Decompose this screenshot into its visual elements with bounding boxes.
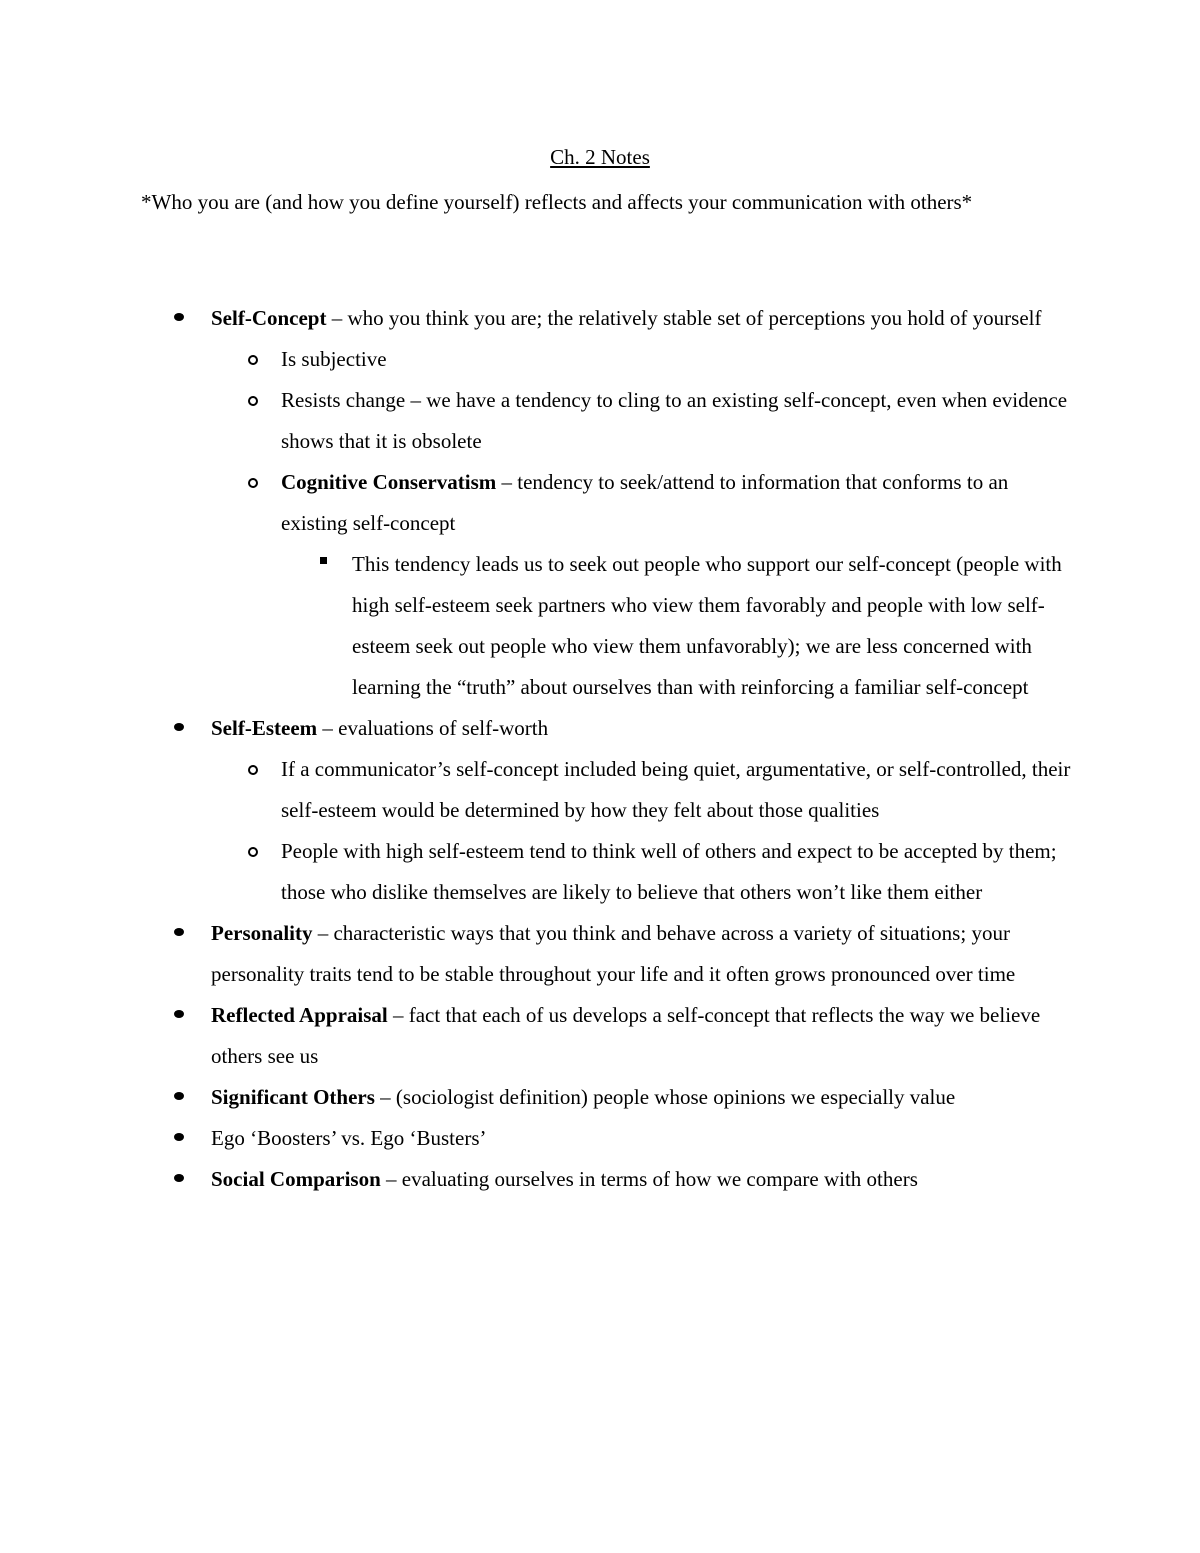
filled-bullet-icon (174, 1133, 184, 1141)
hollow-bullet-icon (248, 396, 258, 406)
item-text: People with high self-esteem tend to think well of others and expect to be accepted by them; those who dislike themselves are likely to believe that others won’t like them either (281, 839, 1057, 904)
filled-bullet-icon (174, 1010, 184, 1018)
filled-bullet-icon (174, 723, 184, 731)
item-term: Personality (211, 921, 313, 945)
list-item (0, 995, 1071, 1077)
item-text: – fact that each of us develops a self-concept that reflects the way we believe others see us (211, 1003, 1041, 1068)
item-term: Reflected Appraisal (211, 1003, 388, 1027)
item-text: – tendency to seek/attend to information that conforms to an existing self-concept (281, 470, 1009, 535)
item-text: – characteristic ways that you think and behave across a variety of situations; your personality traits tend to be stable throughout your life and it often grows pronounced over time (211, 921, 1016, 986)
list-item (0, 749, 1071, 831)
item-text: – evaluating ourselves in terms of how we compare with others (380, 1167, 918, 1191)
list-item (0, 462, 1071, 544)
list-item (0, 380, 1071, 462)
page-title: Ch. 2 Notes (550, 145, 650, 169)
item-term: Cognitive Conservatism (281, 470, 497, 494)
item-text: This tendency leads us to seek out people who support our self-concept (people with high self-esteem seek partners who view them favorably and people with low self-esteem seek out people who view them unfavorably); we are less concerned with learning the “truth” about ourselves than with reinforcing a familiar self-concept (352, 552, 1062, 699)
item-text: – who you think you are; the relatively stable set of perceptions you hold of yourself (326, 306, 1042, 330)
item-text: Ego ‘Boosters’ vs. Ego ‘Busters’ (211, 1126, 487, 1150)
item-text: If a communicator’s self-concept included being quiet, argumentative, or self-controlled, their self-esteem would be determined by how they felt about those qualities (281, 757, 1071, 822)
notes-list (0, 298, 1200, 1200)
hollow-bullet-icon (248, 478, 258, 488)
filled-bullet-icon (174, 1092, 184, 1100)
item-term: Significant Others (211, 1085, 375, 1109)
list-item (0, 1159, 1071, 1200)
hollow-bullet-icon (248, 847, 258, 857)
list-item (0, 913, 1071, 995)
item-text: – evaluations of self-worth (317, 716, 549, 740)
square-bullet-icon (320, 557, 327, 564)
filled-bullet-icon (174, 313, 184, 321)
item-text: Resists change – we have a tendency to cling to an existing self-concept, even when evidence shows that it is obsolete (281, 388, 1068, 453)
item-term: Self-Concept (211, 306, 327, 330)
list-item (0, 708, 1071, 749)
intro-note: *Who you are (and how you define yourself) reflects and affects your communication with others* (141, 190, 973, 214)
hollow-bullet-icon (248, 355, 258, 365)
list-item (0, 831, 1071, 913)
filled-bullet-icon (174, 928, 184, 936)
list-item (0, 1118, 1071, 1159)
item-text: – (sociologist definition) people whose opinions we especially value (374, 1085, 956, 1109)
list-item (0, 298, 1071, 339)
list-item (0, 339, 1071, 380)
hollow-bullet-icon (248, 765, 258, 775)
item-text: Is subjective (281, 347, 387, 371)
list-item (0, 544, 1068, 708)
item-term: Social Comparison (211, 1167, 381, 1191)
filled-bullet-icon (174, 1174, 184, 1182)
item-term: Self-Esteem (211, 716, 318, 740)
list-item (0, 1077, 1071, 1118)
